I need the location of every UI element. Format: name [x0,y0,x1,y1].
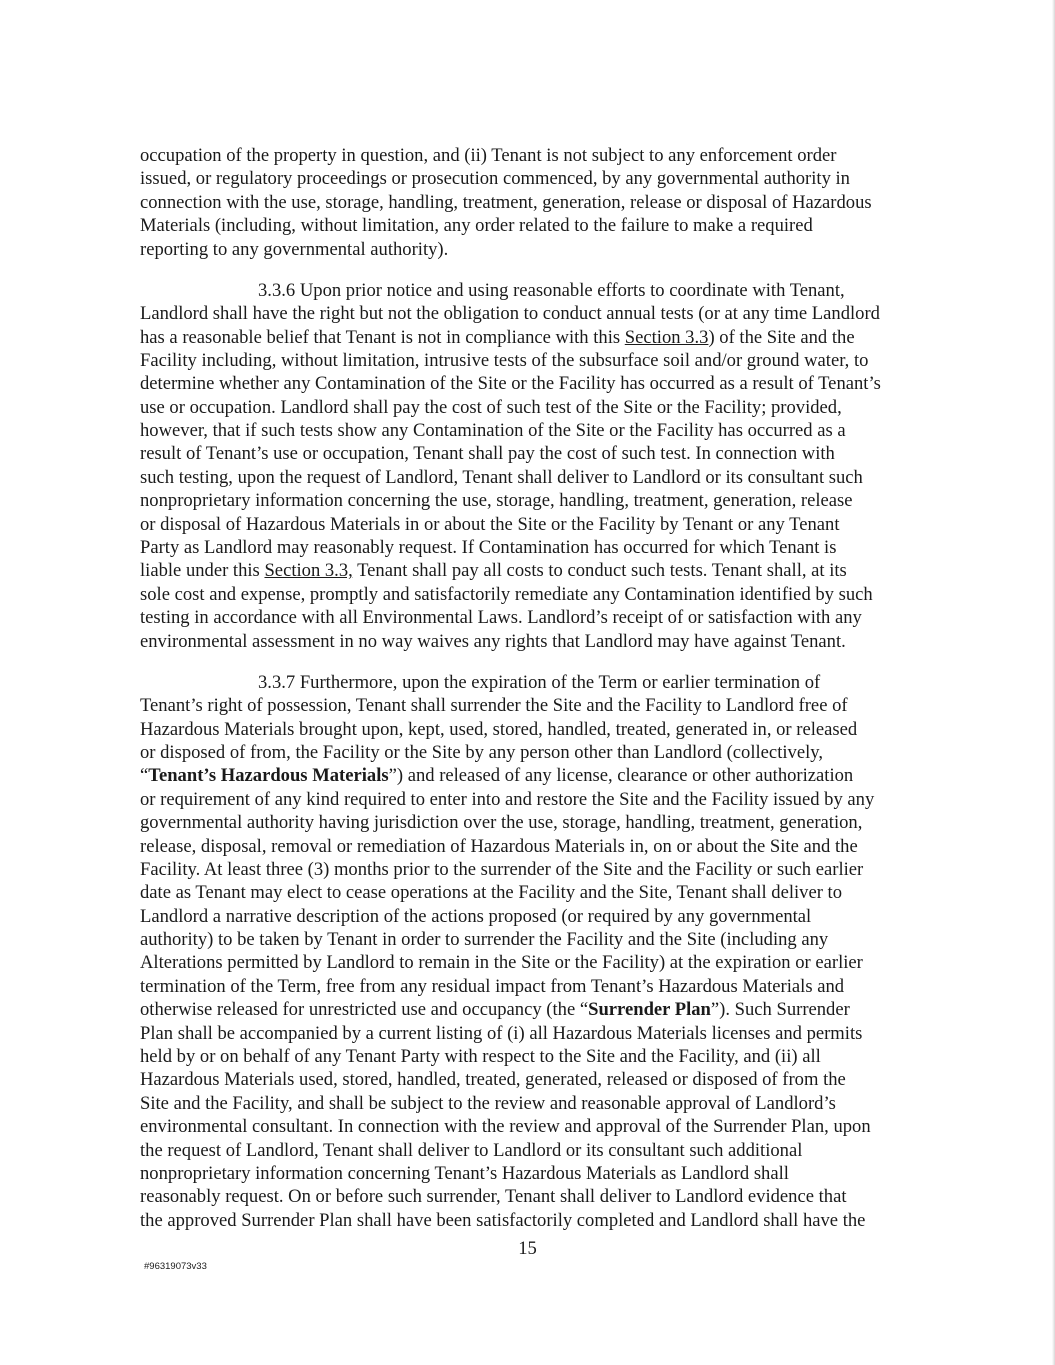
section-number: 3.3.7 [258,671,296,693]
text-line: date as Tenant may elect to cease operations at the Facility and the Site, Tenant shall deliver to [140,882,843,904]
text-line [140,279,912,302]
text-line: held by or on behalf of any Tenant Party with respect to the Site and the Facility, and (ii) all [140,1046,821,1068]
section-number: 3.3.6 [258,279,296,301]
text-fragment: ”). Such Surrender [710,999,850,1021]
text-line: governmental authority having jurisdiction over the use, storage, handling, treatment, generation, [140,812,863,834]
text-line: use or occupation. Landlord shall pay the cost of such test of the Site or the Facility; provided, [140,396,842,418]
text-fragment: Furthermore, upon the expiration of the Term or earlier termination of [299,671,821,693]
text-line: or disposal of Hazardous Materials in or about the Site or the Facility by Tenant or any Tenant [140,513,840,535]
text-line: result of Tenant’s use or occupation, Tenant shall pay the cost of such test. In connection with [140,443,835,465]
text-line: Tenant’s right of possession, Tenant shall surrender the Site and the Facility to Landlord free of [140,695,848,717]
text-line: Hazardous Materials used, stored, handled, treated, generated, released or disposed of from the [140,1069,846,1091]
page-number: 15 [518,1238,537,1259]
text-line: Alterations permitted by Landlord to remain in the Site or the Facility) at the expiration or earlier [140,952,863,974]
paragraph-continuation [140,144,912,261]
text-line: testing in accordance with all Environmental Laws. Landlord’s receipt of or satisfaction with any [140,607,862,629]
text-line [140,671,912,694]
text-line: reasonably request. On or before such surrender, Tenant shall deliver to Landlord evidence that [140,1186,847,1208]
text-line [140,764,912,787]
defined-term: Tenant’s Hazardous Materials [148,765,389,787]
text-line: environmental consultant. In connection with the review and approval of the Surrender Plan, upon [140,1116,871,1138]
text-line: determine whether any Contamination of the Site or the Facility has occurred as a result of Tenant’s [140,373,881,395]
text-line: Facility including, without limitation, intrusive tests of the subsurface soil and/or ground water, to [140,349,869,371]
text-fragment: liable under this [140,560,260,582]
paragraph-section-3-3-6 [140,279,912,653]
text-line: authority) to be taken by Tenant in order to surrender the Facility and the Site (including any [140,929,829,951]
text-line: has a reasonable belief that Tenant is not in compliance with this Section 3.3) of the Site and the [140,326,855,348]
defined-term: Surrender Plan [588,999,711,1021]
text-fragment: Tenant shall pay all costs to conduct such tests. Tenant shall, at its [357,560,847,582]
text-fragment: ”) and released of any license, clearance or other authorization [388,765,854,787]
text-line: Site and the Facility, and shall be subject to the review and reasonable approval of Landlord’s [140,1092,836,1114]
text-line: release, disposal, removal or remediation of Hazardous Materials in, on or about the Site and the [140,835,858,857]
section-reference-link: Section 3.3, [264,560,353,582]
text-line: however, that if such tests show any Contamination of the Site or the Facility has occurred as a [140,420,846,442]
text-fragment: of the Site and the [719,326,855,348]
text-line: Materials (including, without limitation, any order related to the failure to make a required [140,215,813,237]
text-line: occupation of the property in question, and (ii) Tenant is not subject to any enforcement order [140,145,837,166]
text-line: such testing, upon the request of Landlord, Tenant shall deliver to Landlord or its consultant such [140,466,863,488]
text-line: Facility. At least three (3) months prior to the surrender of the Site and the Facility or such earlier [140,858,864,880]
text-line: sole cost and expense, promptly and satisfactorily remediate any Contamination identified by such [140,583,873,605]
text-line: issued, or regulatory proceedings or prosecution commenced, by any governmental authority in [140,168,850,190]
document-id: #96319073v33 [144,1261,207,1272]
text-line: Plan shall be accompanied by a current listing of (i) all Hazardous Materials licenses and permits [140,1022,863,1044]
text-fragment: “ [140,765,149,787]
body-text [140,144,912,1232]
text-line: or disposed of from, the Facility or the Site by any person other than Landlord (collectively, [140,741,823,763]
text-line: reporting to any governmental authority). [140,238,449,260]
paragraph-gap [140,653,912,671]
text-line: Party as Landlord may reasonably request. If Contamination has occurred for which Tenant is [140,537,837,559]
text-line: or requirement of any kind required to enter into and restore the Site and the Facility issued by any [140,788,875,810]
section-reference-link: Section 3.3 [624,326,709,348]
text-line: environmental assessment in no way waives any rights that Landlord may have against Tenant. [140,630,846,652]
text-line [140,559,912,582]
text-fragment: Upon prior notice and using reasonable efforts to coordinate with Tenant, [299,279,845,301]
paragraph-section-3-3-7 [140,671,912,1232]
text-line: Landlord shall have the right but not the obligation to conduct annual tests (or at any time Landlord [140,303,880,325]
text-line: termination of the Term, free from any residual impact from Tenant’s Hazardous Materials and [140,975,845,997]
paragraph-gap [140,261,912,279]
text-line: Landlord a narrative description of the actions proposed (or required by any governmental [140,905,812,927]
text-line: the request of Landlord, Tenant shall deliver to Landlord or its consultant such additional [140,1139,803,1161]
text-line [140,998,912,1021]
text-fragment: otherwise released for unrestricted use and occupancy (the “ [140,999,589,1021]
text-line: nonproprietary information concerning the use, storage, handling, treatment, generation, release [140,490,853,512]
text-line: Hazardous Materials brought upon, kept, used, stored, handled, treated, generated in, or released [140,718,858,740]
text-fragment: has a reasonable belief that Tenant is not in compliance with this [140,326,621,348]
text-line: the approved Surrender Plan shall have been satisfactorily completed and Landlord shall have the [140,1209,866,1231]
text-line: nonproprietary information concerning Tenant’s Hazardous Materials as Landlord shall [140,1163,789,1184]
text-line: connection with the use, storage, handling, treatment, generation, release or disposal of Hazardous [140,191,872,213]
